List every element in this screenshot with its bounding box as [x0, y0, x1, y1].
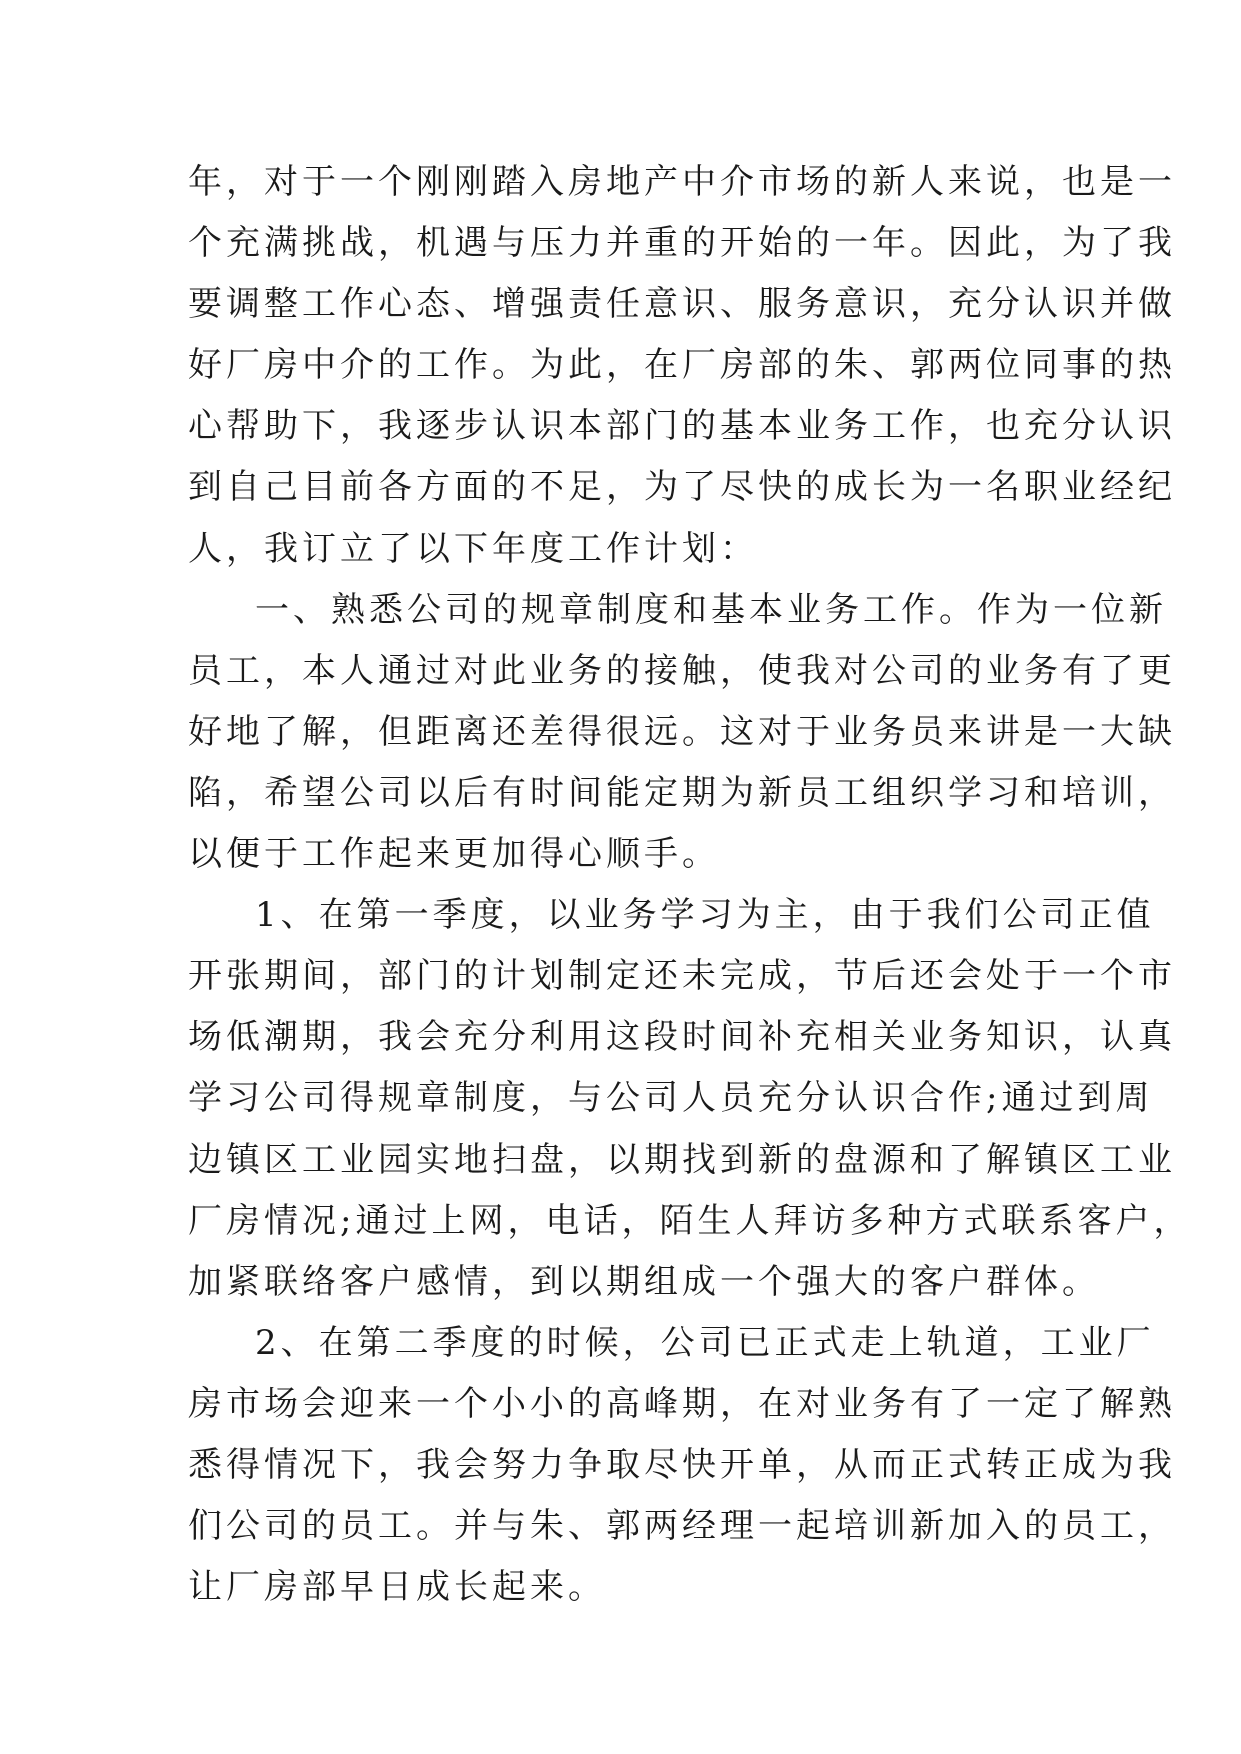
text-line: 厂房情况;通过上网，电话，陌生人拜访多种方式联系客户，: [188, 1200, 1192, 1241]
text-line: 加紧联络客户感情，到以期组成一个强大的客户群体。: [188, 1261, 1100, 1302]
text-line: 以便于工作起来更加得心顺手。: [188, 834, 720, 875]
text-line: 一、熟悉公司的规章制度和基本业务工作。作为一位新: [255, 589, 1167, 630]
text-line: 陷，希望公司以后有时间能定期为新员工组织学习和培训，: [188, 772, 1176, 813]
text-line: 到自己目前各方面的不足，为了尽快的成长为一名职业经纪: [188, 467, 1176, 508]
text-line: 学习公司得规章制度，与公司人员充分认识合作;通过到周: [188, 1078, 1154, 1119]
text-line: 好地了解，但距离还差得很远。这对于业务员来讲是一大缺: [188, 711, 1176, 752]
text-line: 2、在第二季度的时候，公司已正式走上轨道，工业厂: [255, 1322, 1155, 1363]
text-line: 开张期间，部门的计划制定还未完成，节后还会处于一个市: [188, 956, 1176, 997]
text-line: 年，对于一个刚刚踏入房地产中介市场的新人来说，也是一: [188, 162, 1176, 202]
text-line: 1、在第一季度，以业务学习为主，由于我们公司正值: [255, 895, 1155, 936]
document-body: [188, 152, 1192, 1618]
text-line: 让厂房部早日成长起来。: [188, 1567, 606, 1608]
text-line: 好厂房中介的工作。为此，在厂房部的朱、郭两位同事的热: [188, 345, 1176, 386]
text-line: 们公司的员工。并与朱、郭两经理一起培训新加入的员工，: [188, 1506, 1176, 1547]
text-line: 边镇区工业园实地扫盘，以期找到新的盘源和了解镇区工业: [188, 1139, 1176, 1180]
text-line: 要调整工作心态、增强责任意识、服务意识，充分认识并做: [188, 284, 1176, 325]
text-line: 员工，本人通过对此业务的接触，使我对公司的业务有了更: [188, 650, 1176, 691]
text-line: 房市场会迎来一个小小的高峰期，在对业务有了一定了解熟: [188, 1383, 1176, 1424]
text-line: 人，我订立了以下年度工作计划：: [188, 528, 758, 569]
text-line: 心帮助下，我逐步认识本部门的基本业务工作，也充分认识: [188, 406, 1176, 447]
text-line: 场低潮期，我会充分利用这段时间补充相关业务知识，认真: [188, 1017, 1176, 1058]
text-line: 悉得情况下，我会努力争取尽快开单，从而正式转正成为我: [188, 1444, 1176, 1485]
text-line: 个充满挑战，机遇与压力并重的开始的一年。因此，为了我: [188, 223, 1176, 264]
